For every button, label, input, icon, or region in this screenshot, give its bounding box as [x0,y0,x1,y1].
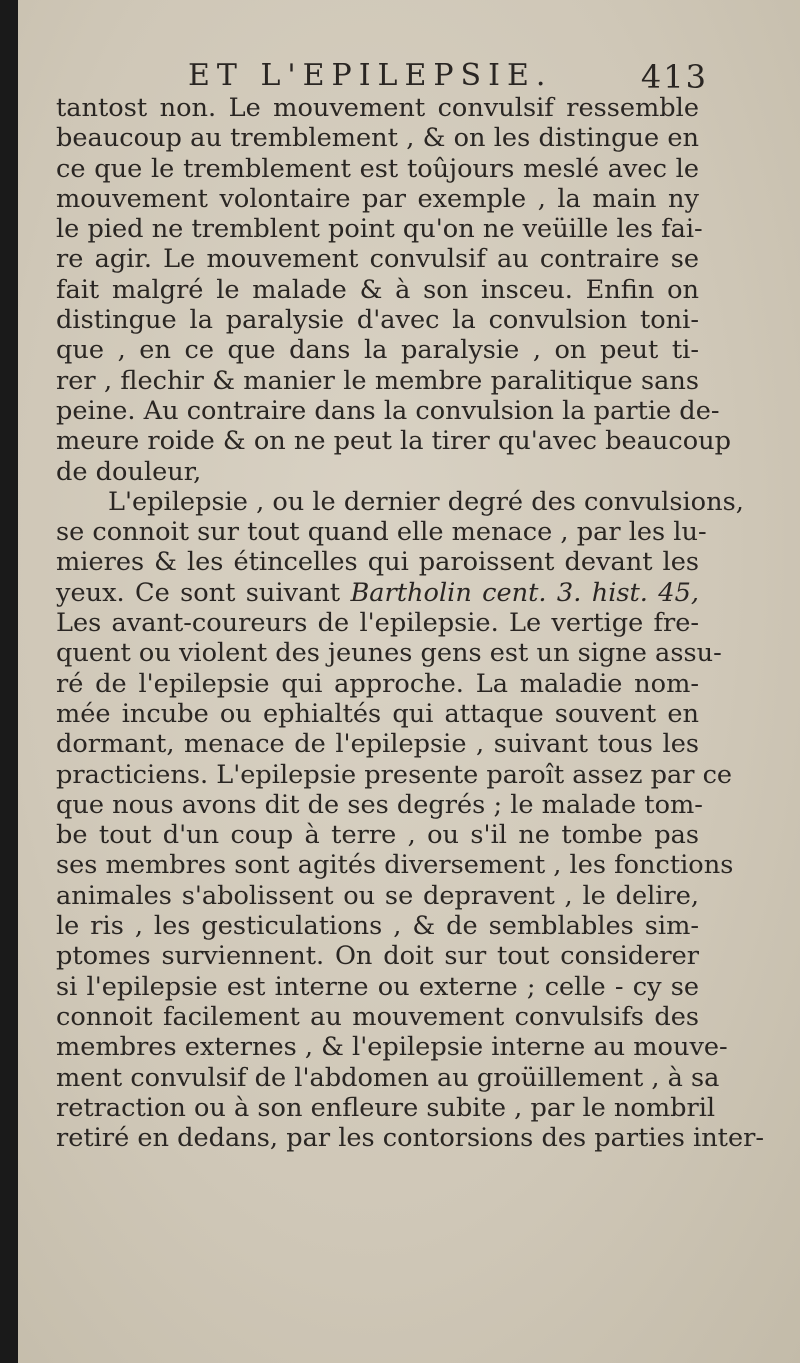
text-line: meure roide & on ne peut la tirer qu'avec beaucoup [56,426,731,457]
text-line: ment convulsif de l'abdomen au groüillement , à sa [56,1062,720,1093]
text-line: que nous avons dit de ses degrés ; le malade tom- [56,789,703,820]
text-line: tantost non. Le mouvement convulsif ressemble [56,93,699,123]
text-line: connoit facilement au mouvement convulsifs des [56,1001,699,1032]
text-line: si l'epilepsie est interne ou externe ; celle - cy se [56,971,699,1002]
text-line: mouvement volontaire par exemple , la main ny [56,183,699,214]
text-line: re agir. Le mouvement convulsif au contraire se [56,244,699,275]
text-line: dormant, menace de l'epilepsie , suivant tous les [56,729,699,760]
text-line [56,578,699,608]
text-line: beaucoup au tremblement , & on les distingue en [56,123,699,154]
text-line: se connoit sur tout quand elle menace , par les lu- [56,517,707,548]
text-line: le ris , les gesticulations , & de semblables sim- [56,911,699,942]
text-line: ses membres sont agités diversement , les fonctions [56,850,734,881]
citation-italic: Bartholin cent. 3. hist. 45, [350,577,700,608]
text-line: ce que le tremblement est toûjours meslé avec le [56,153,699,184]
text-line: quent ou violent des jeunes gens est un signe assu- [56,638,722,669]
text-line: practiciens. L'epilepsie presente paroît assez par ce [56,759,733,790]
text-segment: yeux. Ce sont suivant [56,577,351,608]
text-line: le pied ne tremblent point qu'on ne veüille les fai- [56,214,703,245]
text-line: mée incube ou ephialtés qui attaque souvent en [56,698,699,729]
text-line: retraction ou à son enfleure subite , par le nombril [56,1092,716,1123]
text-line: L'epilepsie , ou le dernier degré des convulsions, [108,486,744,517]
text-line: retiré en dedans, par les contorsions des parties inter- [56,1123,764,1154]
text-line: rer , flechir & manier le membre paralitique sans [56,365,699,396]
text-line: membres externes , & l'epilepsie interne au mouve- [56,1032,728,1063]
text-line: ré de l'epilepsie qui approche. La maladie nom- [56,668,699,699]
book-page [18,0,800,1363]
text-line: distingue la paralysie d'avec la convulsion toni- [56,305,699,336]
text-line: de douleur, [56,456,202,487]
text-line: be tout d'un coup à terre , ou s'il ne tombe pas [56,820,699,851]
text-line: mieres & les étincelles qui paroissent devant les [56,547,699,578]
text-line: Les avant-coureurs de l'epilepsie. Le vertige fre- [56,608,699,639]
text-line: fait malgré le malade & à son insceu. Enfin on [56,274,699,305]
text-line: que , en ce que dans la paralysie , on peut ti- [56,335,699,366]
body-text [56,93,764,1154]
text-line: peine. Au contraire dans la convulsion la partie de- [56,395,720,426]
running-title: ET L'EPILEPSIE. [188,58,553,93]
text-line: animales s'abolissent ou se depravent , le delire, [56,880,699,911]
page-number: 413 [640,58,708,96]
text-line: ptomes surviennent. On doit sur tout considerer [56,941,699,972]
